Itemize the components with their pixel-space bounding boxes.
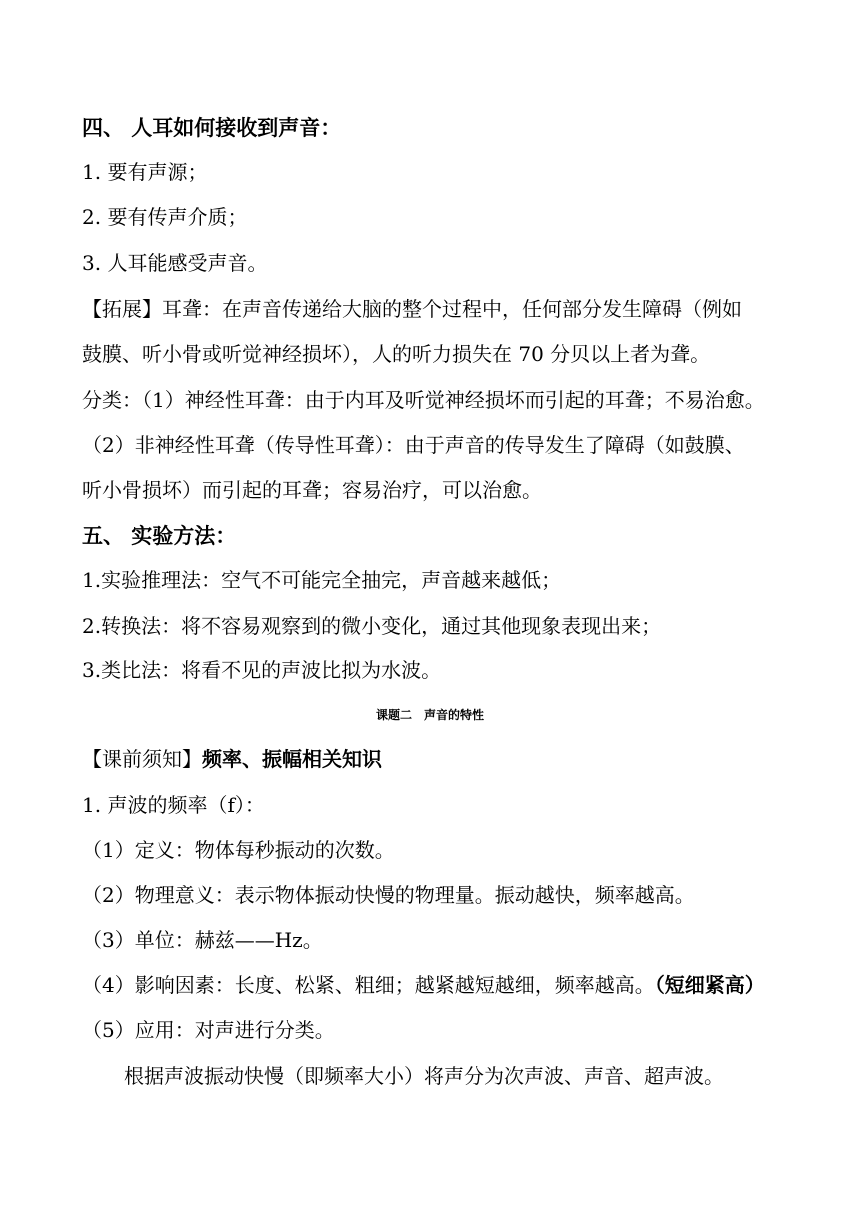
topic-title: 课题二 声音的特性 [375, 708, 484, 722]
factor-mnemonic: （短细紧高） [654, 973, 765, 997]
classification-sentence: 根据声波振动快慢（即频率大小）将声分为次声波、声音、超声波。 [124, 1064, 724, 1088]
classification-line: （2）非神经性耳聋（传导性耳聋）：由于声音的传导发生了障碍（如鼓膜、 [82, 433, 745, 457]
factor-text: （4）影响因素：长度、松紧、粗细；越紧越短越细，频率越高。 [82, 973, 655, 997]
pre-knowledge-label: 【课前须知】 [82, 747, 202, 771]
extension-label: 【拓展】 [82, 297, 162, 321]
list-item: （1）定义：物体每秒振动的次数。 [82, 838, 395, 862]
classification-line: 分类：（1）神经性耳聋：由于内耳及听觉神经损坏而引起的耳聋；不易治愈。 [82, 388, 765, 412]
list-item: （2）物理意义：表示物体振动快慢的物理量。振动越快，频率越高。 [82, 883, 695, 907]
application-line: （5）应用：对声进行分类。 [82, 1018, 335, 1042]
pre-knowledge-topic: 频率、振幅相关知识 [202, 747, 382, 771]
list-item: 2. 要有传声介质； [82, 205, 248, 229]
list-item: 1.实验推理法：空气不可能完全抽完，声音越来越低； [82, 568, 562, 592]
extension-text: 耳聋：在声音传递给大脑的整个过程中，任何部分发生障碍（例如 [162, 297, 742, 321]
list-item: 1. 要有声源； [82, 160, 208, 184]
extension-text-cont: 鼓膜、听小骨或听觉神经损坏），人的听力损失在 70 分贝以上者为聋。 [82, 342, 711, 366]
extension-paragraph [82, 295, 742, 323]
list-item: 3.类比法：将看不见的声波比拟为水波。 [82, 658, 442, 682]
section5-heading: 五、 实验方法： [82, 524, 237, 548]
pre-knowledge-line [82, 745, 382, 773]
list-item: 3. 人耳能感受声音。 [82, 251, 268, 275]
section4-heading: 四、 人耳如何接收到声音： [82, 116, 342, 140]
classification-line: 听小骨损坏）而引起的耳聋；容易治疗，可以治愈。 [82, 478, 542, 502]
frequency-title: 1. 声波的频率（f）： [82, 793, 265, 817]
factor-line [82, 971, 765, 999]
list-item: 2.转换法：将不容易观察到的微小变化，通过其他现象表现出来； [82, 614, 662, 638]
list-item: （3）单位：赫兹——Hz。 [82, 928, 323, 952]
